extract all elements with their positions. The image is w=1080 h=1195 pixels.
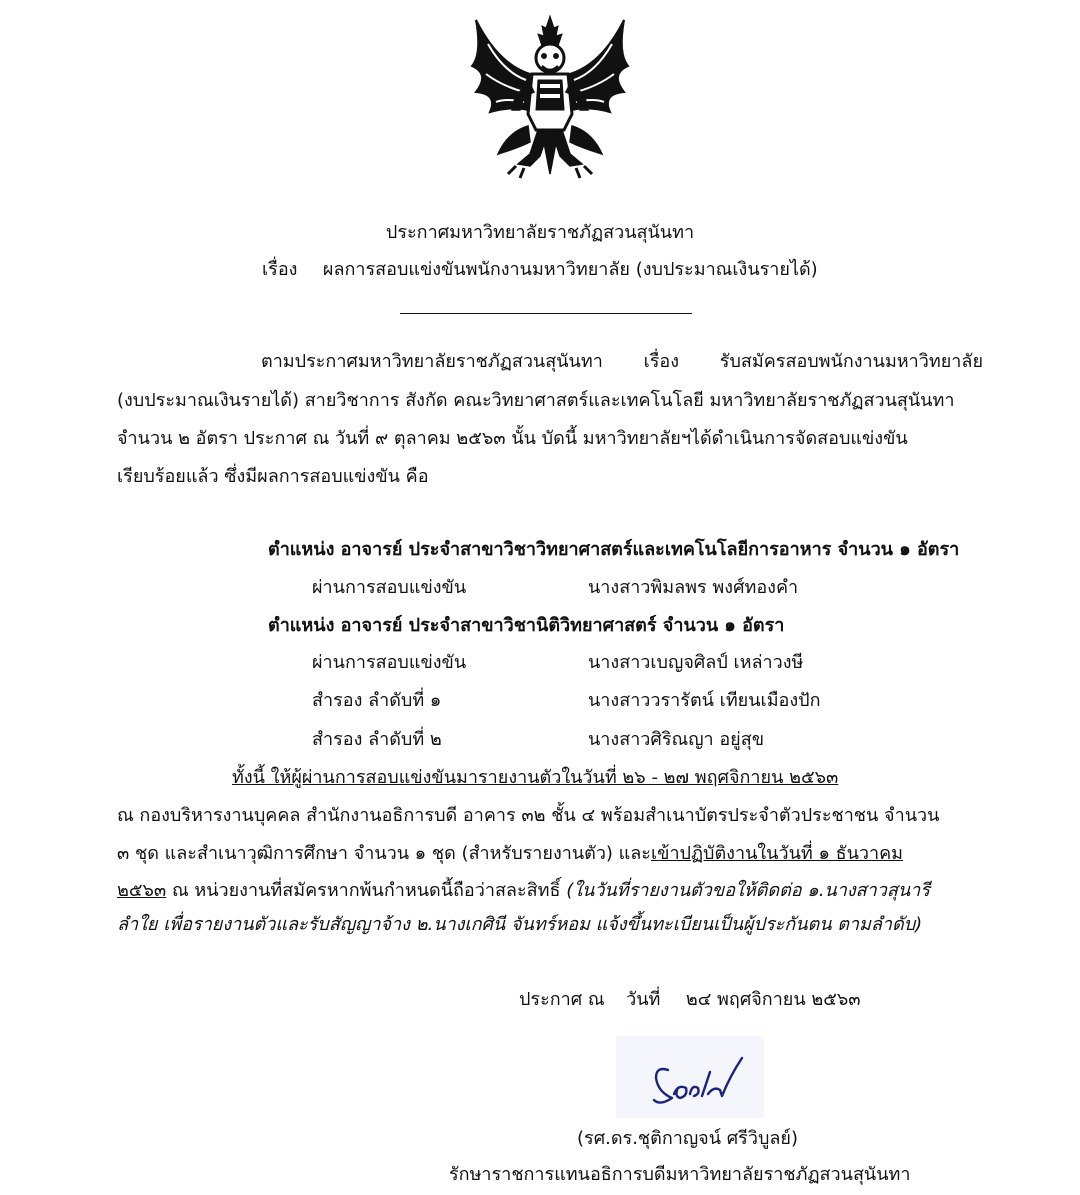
position-title: ตำแหน่ง อาจารย์ ประจำสาขาวิชานิติวิทยาศาสตร์ จำนวน ๑ อัตรา	[268, 615, 785, 636]
subject-label: เรื่อง	[262, 259, 298, 280]
signature-image	[616, 1036, 764, 1118]
announcement-date-line	[519, 987, 861, 1013]
subject-line	[262, 257, 818, 283]
result-status: ผ่านการสอบแข่งขัน	[312, 577, 467, 598]
title-divider	[400, 313, 692, 314]
notice-line-3: ๓ ชุด และสำเนาวุฒิการศึกษา จำนวน ๑ ชุด (สำหรับรายงานตัว) และเข้าปฏิบัติงานในวันที่ ๑ ธันวาคม	[117, 843, 904, 864]
subject-text: ผลการสอบแข่งขันพนักงานมหาวิทยาลัย (งบประมาณเงินรายได้)	[322, 259, 818, 280]
result-name: นางสาววรารัตน์ เทียนเมืองปัก	[588, 690, 821, 711]
announcement-title: ประกาศมหาวิทยาลัยราชภัฏสวนสุนันทา	[385, 222, 695, 243]
start-work-date: เข้าปฏิบัติงานในวันที่ ๑ ธันวาคม	[650, 843, 904, 864]
result-status: สำรอง ลำดับที่ ๑	[312, 690, 442, 711]
garuda-emblem-icon	[468, 14, 632, 180]
result-name: นางสาวพิมลพร พงศ์ทองคำ	[588, 577, 799, 598]
notice-line-2: ณ กองบริหารงานบุคคล สำนักงานอธิการบดี อาคาร ๓๒ ชั้น ๔ พร้อมสำเนาบัตรประจำตัวประชาชน จำนวน	[117, 805, 940, 826]
result-status: ผ่านการสอบแข่งขัน	[312, 652, 467, 673]
notice-line-4: ๒๕๖๓ ณ หน่วยงานที่สมัครหากพ้นกำหนดนี้ถือว่าสละสิทธิ์ (ในวันที่รายงานตัวขอให้ติดต่อ ๑.นางสาวสุนารี	[117, 880, 930, 901]
date-label: วันที่	[626, 989, 661, 1010]
notice-line-5: ลำใย เพื่อรายงานตัวและรับสัญญาจ้าง ๒.นางเกศินี จันทร์หอม แจ้งขึ้นทะเบียนเป็นผู้ประกันตน ตามลำดับ)	[117, 914, 923, 935]
signatory-name: (รศ.ดร.ชุติกาญจน์ ศรีวิบูลย์)	[577, 1128, 798, 1149]
announcement-date: ๒๔ พฤศจิกายน ๒๕๖๓	[685, 989, 861, 1010]
result-name: นางสาวศิริณญา อยู่สุข	[588, 729, 765, 750]
position-title: ตำแหน่ง อาจารย์ ประจำสาขาวิชาวิทยาศาสตร์และเทคโนโลยีการอาหาร จำนวน ๑ อัตรา	[268, 539, 960, 560]
intro-line-1: ตามประกาศมหาวิทยาลัยราชภัฏสวนสุนันทา เรื่อง รับสมัครสอบพนักงานมหาวิทยาลัย	[261, 351, 983, 372]
result-status: สำรอง ลำดับที่ ๒	[312, 729, 442, 750]
notice-report-date: ทั้งนี้ ให้ผู้ผ่านการสอบแข่งขันมารายงานตัวในวันที่ ๒๖ - ๒๗ พฤศจิกายน ๒๕๖๓	[232, 767, 839, 788]
handwritten-signature	[616, 1036, 764, 1118]
intro-line-4: เรียบร้อยแล้ว ซึ่งมีผลการสอบแข่งขัน คือ	[117, 466, 429, 487]
intro-line-2: (งบประมาณเงินรายได้) สายวิชาการ สังกัด คณะวิทยาศาสตร์และเทคโนโลยี มหาวิทยาลัยราชภัฏสวนสุนันทา	[117, 390, 955, 411]
announced-label: ประกาศ ณ	[519, 989, 605, 1010]
signatory-position: รักษาราชการแทนอธิการบดีมหาวิทยาลัยราชภัฏสวนสุนันทา	[449, 1164, 911, 1185]
intro-line-3: จำนวน ๒ อัตรา ประกาศ ณ วันที่ ๙ ตุลาคม ๒๕๖๓ นั้น บัดนี้ มหาวิทยาลัยฯได้ดำเนินการจัดสอบแข่งขัน	[117, 428, 908, 449]
result-name: นางสาวเบญจศิลป์ เหล่าวงษี	[588, 652, 804, 673]
